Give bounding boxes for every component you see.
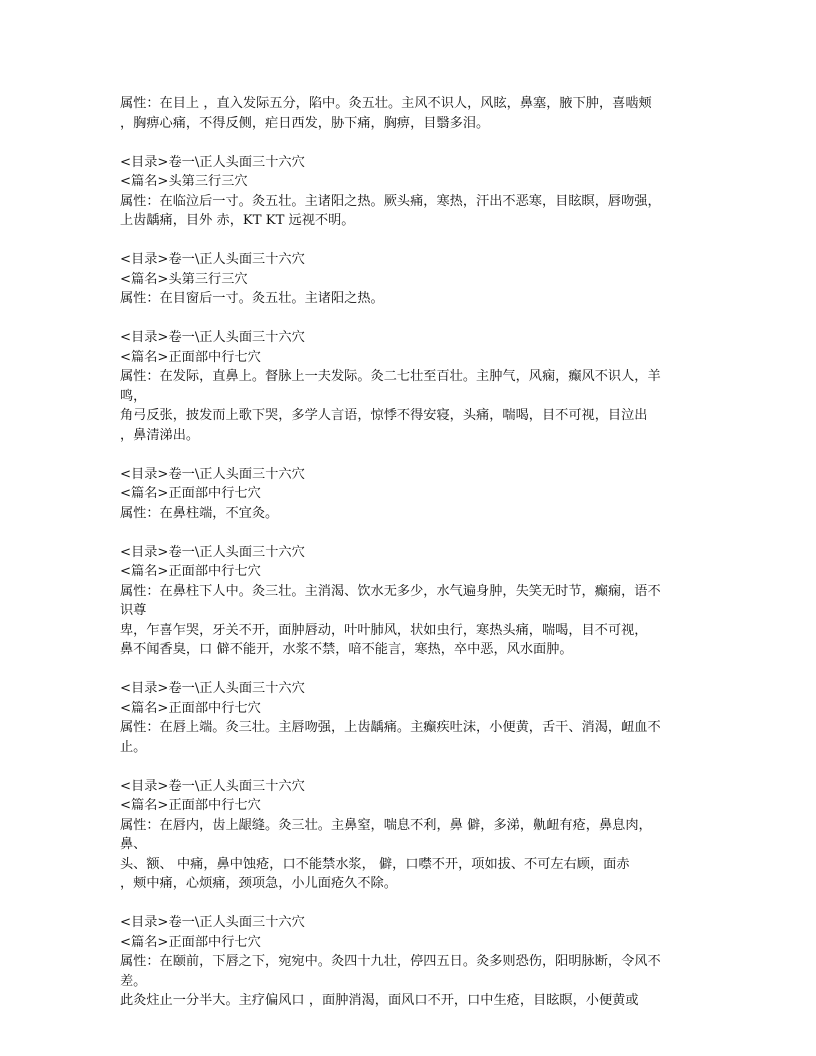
text-line: <篇名>正面部中行七穴 (120, 564, 261, 579)
text-line: 属性：在唇内，齿上龈缝。灸三壮。主鼻窒，喘息不利，鼻 僻，多涕，鼽衄有疮，鼻息肉， (120, 817, 652, 833)
text-line: 止。 (120, 739, 147, 755)
text-line: 上齿龋痛，目外 赤，KT KT 远视不明。 (120, 213, 355, 228)
text-line: <篇名>正面部中行七穴 (120, 349, 261, 365)
text-line: <篇名>正面部中行七穴 (120, 700, 261, 716)
text-entry (120, 679, 710, 757)
text-entry (120, 94, 710, 133)
text-line: 属性：在鼻柱下人中。灸三壮。主消渴、饮水无多少，水气遍身肿，失笑无时节，癫痫，语不 (120, 583, 661, 599)
text-line: <目录>卷一\正人头面三十六穴 (120, 778, 305, 794)
text-entry (120, 913, 710, 1011)
text-line: 识尊 (120, 603, 147, 618)
text-line: <目录>卷一\正人头面三十六穴 (120, 330, 305, 345)
text-line: 差。 (120, 973, 147, 989)
text-line: 卑，乍喜乍哭，牙关不开，面肿唇动，叶叶肺风，状如虫行，寒热头痛，喘喝，目不可视， (120, 622, 648, 638)
text-line: 属性：在颐前，下唇之下，宛宛中。灸四十九壮，停四五日。灸多则恐伤，阳明脉断，令风不 (120, 954, 661, 969)
text-line: <篇名>正面部中行七穴 (120, 486, 261, 501)
text-entry (120, 465, 710, 524)
text-line: ，颊中痛，心烦痛，颈项急，小儿面疮久不除。 (120, 876, 397, 891)
text-line: 鸣， (120, 388, 147, 404)
text-line: 属性：在发际，直鼻上。督脉上一夫发际。灸二七壮至百壮。主肿气，风痫，癫风不识人，羊 (120, 369, 661, 384)
text-entry (120, 543, 710, 660)
text-line: 属性：在目窗后一寸。灸五壮。主诸阳之热。 (120, 291, 384, 306)
text-line: 属性：在目上 ，直入发际五分，陷中。灸五壮。主风不识人，风眩，鼻塞，腋下肿，喜啮颊 (120, 96, 652, 111)
text-line: <目录>卷一\正人头面三十六穴 (120, 466, 305, 482)
text-entry (120, 153, 710, 231)
text-line: ，鼻清涕出。 (120, 427, 200, 443)
text-line: 鼻、 (120, 837, 147, 852)
text-line: <篇名>正面部中行七穴 (120, 934, 261, 950)
text-entry (120, 777, 710, 894)
text-line: 头、额、 中痛，鼻中蚀疮，口不能禁水浆， 僻，口噤不开，项如拔、不可左右顾，面赤 (120, 856, 630, 872)
text-line: <篇名>头第三行三穴 (120, 174, 248, 189)
text-line: 此灸炷止一分半大。主疗偏风口 ，面肿消渴，面风口不开，口中生疮，目眩瞑，小便黄或 (120, 993, 639, 1008)
text-line: <目录>卷一\正人头面三十六穴 (120, 252, 305, 267)
text-line: 属性：在鼻柱端，不宜灸。 (120, 505, 279, 521)
text-entry (120, 250, 710, 309)
text-line: 鼻不闻香臭，口 僻不能开，水浆不禁，喑不能言，寒热，卒中恶，风水面肿。 (120, 642, 573, 657)
text-line: 属性：在临泣后一寸。灸五壮。主诸阳之热。厥头痛，寒热，汗出不恶寒，目眩瞑，唇吻强， (120, 193, 661, 209)
document-page (120, 94, 710, 1030)
text-line: <篇名>正面部中行七穴 (120, 798, 261, 813)
text-line: 属性：在唇上端。灸三壮。主唇吻强，上齿龋痛。主癫疾吐沫，小便黄，舌干、消渴，衄血不 (120, 720, 661, 735)
text-line: <目录>卷一\正人头面三十六穴 (120, 154, 305, 170)
text-line: ，胸痹心痛，不得反侧，疟日西发，胁下痛，胸痹，目翳多泪。 (120, 115, 490, 131)
text-line: 角弓反张，披发而上歌下哭，多学人言语，惊悸不得安寝，头痛，喘喝，目不可视，目泣出 (120, 408, 648, 423)
text-line: <篇名>头第三行三穴 (120, 271, 248, 287)
text-line: <目录>卷一\正人头面三十六穴 (120, 915, 305, 930)
text-line: <目录>卷一\正人头面三十六穴 (120, 544, 305, 560)
text-line: <目录>卷一\正人头面三十六穴 (120, 681, 305, 696)
text-entry (120, 328, 710, 445)
